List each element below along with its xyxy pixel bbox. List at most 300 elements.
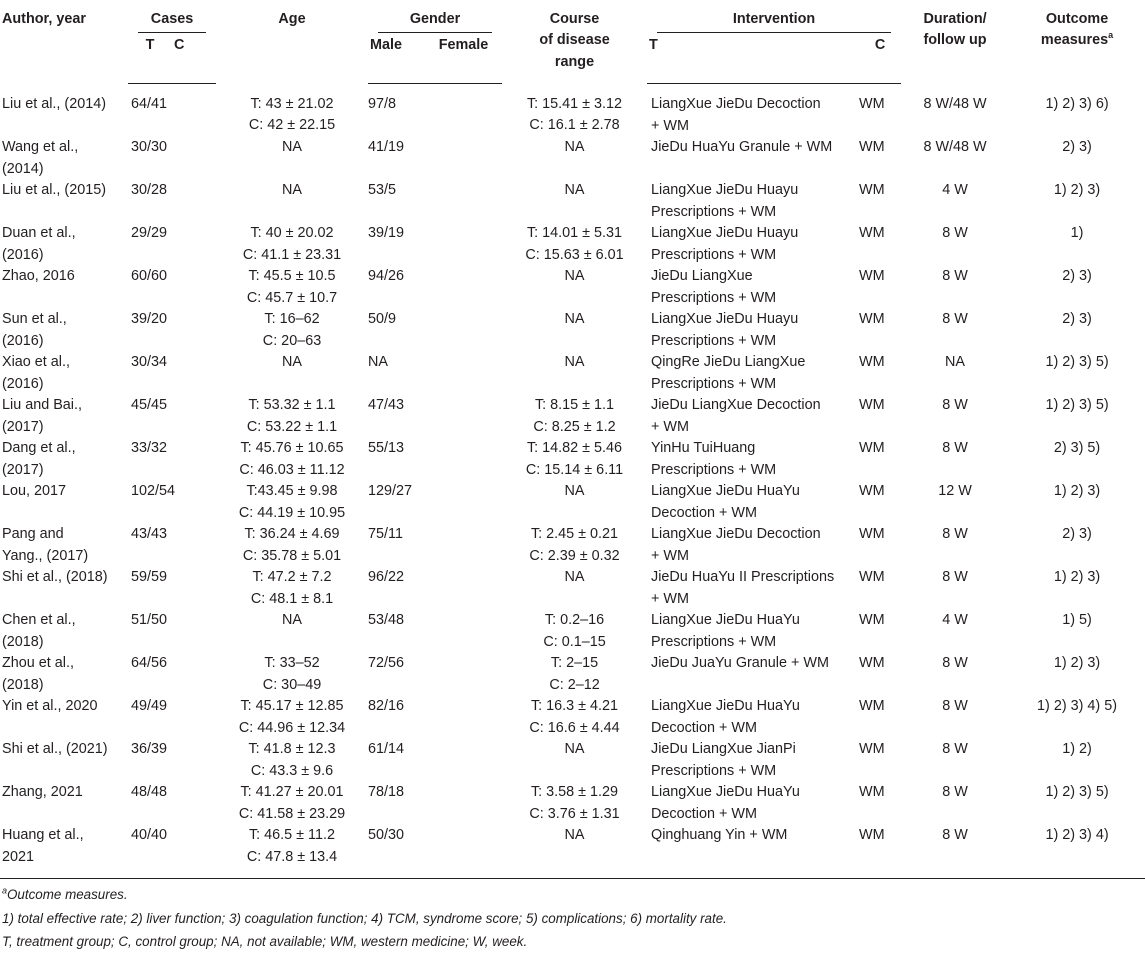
cell-age-line: T: 45.5 ± 10.5: [248, 268, 336, 285]
cell-outcome: 1) 2) 3) 4): [1009, 825, 1145, 879]
cell-course-line: C: 16.6 ± 4.44: [529, 719, 620, 736]
cell-control: WM: [859, 182, 885, 199]
cell-age-line: C: 30–49: [262, 676, 322, 693]
cell-course-line: C: 2.39 ± 0.32: [529, 547, 620, 564]
table-row: [0, 180, 1145, 223]
cell-outcome: 2) 3): [1062, 311, 1092, 328]
cell-outcome: 1) 2) 3) 6): [1045, 95, 1109, 112]
cell-cases: 64/41: [131, 96, 168, 113]
cell-cases: 36/39: [131, 741, 168, 758]
header-intervention: Intervention: [647, 0, 901, 33]
cell-intervention-line: LiangXue JieDu Decoction: [651, 96, 821, 113]
cell-cases: 59/59: [131, 569, 168, 586]
cell-author-line: Shi et al., (2021): [2, 741, 108, 758]
cell-author-line: Shi et al., (2018): [2, 569, 108, 586]
table-row: [0, 84, 1145, 137]
cell-author-line: Huang et al.,: [2, 827, 84, 844]
cell-author-line: Lou, 2017: [2, 483, 67, 500]
cell-cases: 60/60: [131, 268, 168, 285]
header-cases: Cases: [128, 0, 216, 33]
cell-duration: 8 W: [942, 526, 968, 543]
cell-course-line: NA: [564, 182, 585, 199]
cell-age-line: C: 44.19 ± 10.95: [238, 504, 346, 521]
footnote-abbreviations: T, treatment group; C, control group; NA, not available; WM, western medicine; W, week.: [2, 934, 528, 950]
header-intervention-t: T: [647, 33, 859, 84]
cell-gender: 39/19: [368, 225, 405, 242]
cell-intervention: [647, 567, 859, 610]
cell-age-line: T: 45.17 ± 12.85: [240, 698, 344, 715]
cell-duration: 8 W: [942, 784, 968, 801]
cell-intervention-line: Prescriptions + WM: [651, 332, 777, 349]
cell-gender: 96/22: [368, 569, 405, 586]
cell-age-line: C: 46.03 ± 11.12: [239, 461, 345, 478]
cell-age-line: T: 33–52: [264, 655, 320, 672]
cell-outcome: 1) 2): [1062, 741, 1092, 758]
cell-duration: 4 W: [942, 612, 968, 629]
cell-course-line: T: 14.01 ± 5.31: [526, 225, 623, 242]
cell-course-line: C: 0.1–15: [543, 633, 606, 650]
cell-course-line: C: 16.1 ± 2.78: [529, 117, 620, 134]
cell-cases: 33/32: [131, 440, 168, 457]
cell-intervention: [647, 395, 859, 438]
header-age: Age: [278, 11, 306, 27]
cell-duration: 8 W: [942, 698, 968, 715]
cell-control: WM: [859, 825, 901, 879]
table-row: [0, 696, 1145, 739]
cell-author: [0, 395, 128, 438]
cell-author-line: Chen et al.,: [2, 612, 76, 629]
cell-course: [502, 223, 647, 266]
cell-author: [0, 524, 128, 567]
cell-gender: NA: [368, 354, 388, 371]
cell-age: [216, 825, 368, 879]
table-header: [0, 0, 1145, 84]
cell-age-line: T:43.45 ± 9.98: [246, 483, 338, 500]
footnote-outcome-measures: $^a$Outcome measures.: [2, 885, 128, 903]
table-row: [0, 567, 1145, 610]
cell-outcome: 1) 2) 3) 5): [1045, 354, 1109, 371]
cell-gender: 82/16: [368, 698, 405, 715]
cell-intervention-line: + WM: [651, 117, 689, 134]
cell-age: [216, 653, 368, 696]
cell-author-line: Sun et al.,: [2, 311, 67, 328]
cell-course: [502, 352, 647, 395]
cell-cases: 30/34: [131, 354, 168, 371]
cell-intervention-line: LiangXue JieDu Huayu: [651, 225, 799, 242]
cell-author-line: (2016): [2, 332, 44, 349]
cell-author-line: (2016): [2, 375, 44, 392]
cell-age-line: NA: [282, 354, 302, 371]
cell-age-line: T: 46.5 ± 11.2: [248, 827, 336, 844]
cell-author-line: Dang et al.,: [2, 440, 76, 457]
header-outcome: Outcome measures$^a$: [1040, 11, 1114, 49]
cell-author-line: (2017): [2, 418, 44, 435]
cell-course-line: T: 15.41 ± 3.12: [526, 95, 623, 112]
cell-intervention: [647, 696, 859, 739]
cell-duration: 8 W: [942, 440, 968, 457]
cell-author-line: Zhao, 2016: [2, 268, 75, 285]
table-row: [0, 524, 1145, 567]
cell-intervention: [647, 524, 859, 567]
cell-age: [216, 782, 368, 825]
cell-control: WM: [859, 268, 885, 285]
cell-intervention-line: LiangXue JieDu Decoction: [651, 526, 821, 543]
cell-intervention-line: Prescriptions + WM: [651, 246, 777, 263]
cell-gender: 47/43: [368, 397, 405, 414]
cell-control: WM: [859, 311, 885, 328]
cell-author-line: Yin et al., 2020: [2, 698, 98, 715]
cell-age: [216, 696, 368, 739]
cell-course: [502, 739, 647, 782]
cell-intervention: [647, 180, 859, 223]
cell-age-line: T: 16–62: [264, 311, 320, 328]
cell-intervention-line: Prescriptions + WM: [651, 461, 777, 478]
cell-course: [502, 610, 647, 653]
cell-course-line: NA: [564, 139, 585, 156]
cell-duration: 8 W/48 W: [923, 95, 987, 112]
cell-course-line: T: 8.15 ± 1.1: [534, 397, 615, 414]
cell-author: [0, 653, 128, 696]
cell-duration: 12 W: [938, 483, 972, 500]
cell-intervention-line: JieDu JuaYu Granule + WM: [651, 655, 829, 672]
cell-course-line: T: 16.3 ± 4.21: [530, 698, 619, 715]
table-row: [0, 739, 1145, 782]
cell-gender: 41/19: [368, 139, 405, 156]
cell-intervention-line: YinHu TuiHuang: [651, 440, 756, 457]
cell-age-line: C: 42 ± 22.15: [248, 117, 336, 134]
cell-age: [216, 739, 368, 782]
cell-intervention-line: + WM: [651, 418, 689, 435]
cell-duration: 8 W: [942, 311, 968, 328]
cell-outcome: 2) 3): [1062, 139, 1092, 156]
cell-intervention-line: JieDu LiangXue: [651, 268, 753, 285]
cell-age-line: T: 45.76 ± 10.65: [240, 440, 344, 457]
cell-age: [216, 266, 368, 309]
cell-age-line: C: 47.8 ± 13.4: [246, 848, 338, 865]
cell-intervention-line: Prescriptions + WM: [651, 633, 777, 650]
cell-cases: 45/45: [131, 397, 168, 414]
cell-course: [502, 438, 647, 481]
cell-intervention-line: LiangXue JieDu HuaYu: [651, 784, 800, 801]
cell-control: WM: [859, 354, 885, 371]
header-intervention-c: C: [859, 33, 901, 84]
cell-outcome: 1) 2) 3) 5): [1045, 784, 1109, 801]
cell-age-line: T: 41.8 ± 12.3: [248, 741, 336, 758]
table-body: [0, 84, 1145, 879]
table-row: [0, 223, 1145, 266]
cell-intervention-line: Decoction + WM: [651, 504, 757, 521]
cell-gender: 129/27: [368, 483, 413, 500]
cell-author-line: Liu et al., (2015): [2, 182, 106, 199]
cell-duration: 8 W: [901, 825, 1009, 879]
cell-intervention: [647, 137, 859, 180]
header-cases-t: T: [128, 33, 172, 84]
cell-course: [502, 524, 647, 567]
cell-outcome: 2) 3) 5): [1053, 440, 1101, 457]
cell-duration: 8 W: [942, 225, 968, 242]
cell-course: [502, 395, 647, 438]
cell-course-line: C: 15.14 ± 6.11: [525, 461, 624, 478]
cell-author: [0, 352, 128, 395]
cell-author: [0, 481, 128, 524]
cell-author-line: Zhang, 2021: [2, 784, 83, 801]
table-row: [0, 352, 1145, 395]
cell-author-line: Liu et al., (2014): [2, 95, 106, 112]
cell-control: WM: [859, 139, 885, 156]
cell-age-line: T: 40 ± 20.02: [250, 225, 334, 242]
cell-age-line: T: 36.24 ± 4.69: [244, 526, 340, 543]
cell-duration: 8 W: [942, 268, 968, 285]
cell-age: [216, 438, 368, 481]
cell-gender: 61/14: [368, 741, 405, 758]
table-row: [0, 653, 1145, 696]
cell-author: [0, 309, 128, 352]
cell-intervention-line: QingRe JieDu LiangXue: [651, 354, 806, 371]
cell-outcome: 1) 2) 3): [1053, 483, 1101, 500]
cell-intervention: [647, 266, 859, 309]
cell-author: [0, 223, 128, 266]
cell-course: [502, 137, 647, 180]
cell-outcome: 1) 2) 3): [1053, 182, 1101, 199]
cell-course-line: NA: [564, 354, 585, 371]
cell-course-line: T: 2–15: [550, 655, 599, 672]
header-male: Male: [368, 33, 425, 84]
cell-course: [502, 481, 647, 524]
cell-age-line: T: 53.32 ± 1.1: [248, 397, 336, 414]
cell-control: WM: [859, 440, 885, 457]
cell-gender: 53/48: [368, 612, 405, 629]
table-footnotes: [0, 883, 1145, 954]
cell-course-line: C: 15.63 ± 6.01: [525, 246, 624, 263]
cell-age-line: C: 35.78 ± 5.01: [242, 547, 342, 564]
cell-age-line: C: 53.22 ± 1.1: [246, 418, 338, 435]
cell-intervention: [647, 223, 859, 266]
cell-cases: 49/49: [131, 698, 168, 715]
cell-course-line: T: 2.45 ± 0.21: [530, 526, 619, 543]
cell-age-line: T: 41.27 ± 20.01: [240, 784, 344, 801]
cell-author-line: (2014): [2, 160, 44, 177]
cell-course-line: NA: [564, 483, 585, 500]
cell-intervention: [647, 438, 859, 481]
cell-outcome: 1) 2) 3): [1053, 569, 1101, 586]
cell-control: WM: [859, 225, 885, 242]
cell-age-line: C: 48.1 ± 8.1: [250, 590, 334, 607]
cell-intervention: [647, 309, 859, 352]
cell-age: [216, 223, 368, 266]
cell-age: [216, 84, 368, 137]
cell-author: [0, 438, 128, 481]
cell-duration: 4 W: [942, 182, 968, 199]
cell-course: [502, 653, 647, 696]
cell-author-line: (2018): [2, 676, 44, 693]
cell-intervention-line: Decoction + WM: [651, 719, 757, 736]
cell-author: [0, 696, 128, 739]
cell-course-line: C: 8.25 ± 1.2: [533, 418, 616, 435]
table-row: [0, 266, 1145, 309]
cell-intervention-line: + WM: [651, 590, 689, 607]
cell-age: [216, 352, 368, 395]
cell-intervention-line: LiangXue JieDu Huayu: [651, 311, 799, 328]
cell-age-line: NA: [282, 182, 302, 199]
cell-author-line: Duan et al.,: [2, 225, 76, 242]
table-row: [0, 782, 1145, 825]
cell-age-line: NA: [282, 612, 302, 629]
cell-age-line: C: 41.1 ± 23.31: [242, 246, 342, 263]
cell-intervention-line: + WM: [651, 547, 689, 564]
cell-author: [0, 825, 128, 879]
cell-duration: 8 W: [942, 397, 968, 414]
cell-gender: 72/56: [368, 655, 405, 672]
cell-cases: 43/43: [131, 526, 168, 543]
cell-cases: 39/20: [131, 311, 168, 328]
cell-duration: 8 W/48 W: [923, 139, 987, 156]
cell-author: [0, 266, 128, 309]
cell-gender: 97/8: [368, 96, 397, 113]
cell-intervention: [647, 782, 859, 825]
cell-age-line: T: 47.2 ± 7.2: [252, 569, 332, 586]
cell-age: [216, 137, 368, 180]
cell-intervention-line: Decoction + WM: [651, 805, 757, 822]
cell-control: WM: [859, 96, 885, 113]
cell-intervention: [647, 84, 859, 137]
cell-outcome: 2) 3): [1062, 268, 1092, 285]
table-row: [0, 137, 1145, 180]
cell-author-line: (2016): [2, 246, 44, 263]
cell-course-line: NA: [564, 569, 585, 586]
cell-gender: 94/26: [368, 268, 405, 285]
cell-course-line: NA: [564, 741, 585, 758]
cell-intervention-line: Prescriptions + WM: [651, 375, 777, 392]
cell-author-line: Yang., (2017): [2, 547, 89, 564]
cell-intervention-line: JieDu LiangXue Decoction: [651, 397, 821, 414]
cell-cases: 40/40: [128, 825, 216, 879]
cell-control: WM: [859, 483, 885, 500]
cell-author: [0, 137, 128, 180]
cell-age: [216, 567, 368, 610]
cell-cases: 64/56: [131, 655, 168, 672]
cell-intervention-line: JieDu HuaYu Granule + WM: [651, 139, 833, 156]
cell-author: [0, 782, 128, 825]
cell-outcome: 2) 3): [1062, 526, 1092, 543]
cell-gender: 55/13: [368, 440, 405, 457]
cell-author: [0, 180, 128, 223]
cell-age-line: NA: [282, 139, 302, 156]
cell-age: [216, 180, 368, 223]
cell-cases: 48/48: [131, 784, 168, 801]
cell-cases: 29/29: [131, 225, 168, 242]
cell-author-line: 2021: [2, 848, 35, 865]
cell-intervention-line: JieDu LiangXue JianPi: [651, 741, 796, 758]
cell-age: [216, 610, 368, 653]
cell-gender: 50/30: [368, 825, 502, 879]
cell-duration: 8 W: [942, 569, 968, 586]
cell-control: WM: [859, 698, 885, 715]
cell-course-line: T: 14.82 ± 5.46: [526, 440, 623, 457]
footnote-outcome-definitions: 1) total effective rate; 2) liver function; 3) coagulation function; 4) TCM, syndrome score; 5) complications; 6) mortality rate.: [2, 910, 727, 926]
cell-author-line: (2017): [2, 461, 44, 478]
cell-author: [0, 739, 128, 782]
cell-cases: 51/50: [131, 612, 168, 629]
cell-course: [502, 266, 647, 309]
cell-age: [216, 481, 368, 524]
cell-course: [502, 567, 647, 610]
cell-course: [502, 825, 647, 879]
cell-gender: 78/18: [368, 784, 405, 801]
cell-course-line: NA: [564, 311, 585, 328]
header-cases-c: C: [172, 33, 216, 84]
header-author: Author, year: [2, 11, 86, 27]
cell-author: [0, 567, 128, 610]
cell-intervention: [647, 481, 859, 524]
cell-age-line: C: 41.58 ± 23.29: [238, 805, 346, 822]
cell-intervention-line: Prescriptions + WM: [651, 203, 777, 220]
table-row: [0, 309, 1145, 352]
cell-intervention: [647, 352, 859, 395]
cell-age-line: T: 43 ± 21.02: [250, 95, 334, 112]
cell-control: WM: [859, 655, 885, 672]
cell-gender: 75/11: [368, 526, 403, 543]
cell-intervention-line: LiangXue JieDu HuaYu: [651, 612, 800, 629]
cell-author-line: Pang and: [2, 526, 64, 543]
cell-author-line: Liu and Bai.,: [2, 397, 83, 414]
cell-course: [502, 180, 647, 223]
cell-age: [216, 524, 368, 567]
cell-cases: 30/28: [131, 182, 168, 199]
cell-duration: NA: [945, 354, 966, 371]
cell-course-line: T: 0.2–16: [544, 612, 605, 629]
cell-course: [502, 309, 647, 352]
cell-course-line: C: 3.76 ± 1.31: [529, 805, 620, 822]
cell-author-line: (2018): [2, 633, 44, 650]
cell-course-line: T: 3.58 ± 1.29: [530, 784, 619, 801]
table-row: [0, 825, 1145, 879]
cell-intervention-line: LiangXue JieDu Huayu: [651, 182, 799, 199]
cell-author-line: Xiao et al.,: [2, 354, 70, 371]
header-duration: Duration/ follow up: [923, 11, 987, 49]
cell-cases: 102/54: [131, 483, 176, 500]
cell-control: WM: [859, 612, 885, 629]
cell-intervention-line: Prescriptions + WM: [651, 289, 777, 306]
cell-intervention-line: LiangXue JieDu HuaYu: [651, 483, 800, 500]
cell-intervention: [647, 739, 859, 782]
cell-control: WM: [859, 397, 885, 414]
cell-course: [502, 782, 647, 825]
cell-outcome: 1) 2) 3): [1053, 655, 1101, 672]
cell-gender: 53/5: [368, 182, 397, 199]
cell-control: WM: [859, 526, 885, 543]
cell-course-line: NA: [564, 827, 585, 844]
header-gender: Gender: [368, 0, 502, 33]
cell-age-line: C: 44.96 ± 12.34: [238, 719, 346, 736]
cell-intervention: [647, 825, 859, 879]
cell-intervention-line: JieDu HuaYu II Prescriptions: [651, 569, 835, 586]
cell-age: [216, 309, 368, 352]
cell-cases: 30/30: [131, 139, 168, 156]
cell-control: WM: [859, 569, 885, 586]
cell-age-line: C: 43.3 ± 9.6: [250, 762, 334, 779]
cell-duration: 8 W: [942, 741, 968, 758]
cell-control: WM: [859, 741, 885, 758]
cell-outcome: 1) 2) 3) 4) 5): [1037, 698, 1118, 715]
cell-intervention-line: Prescriptions + WM: [651, 762, 777, 779]
table-row: [0, 438, 1145, 481]
header-female: Female: [425, 33, 502, 84]
cell-author-line: Zhou et al.,: [2, 655, 74, 672]
cell-control: WM: [859, 784, 885, 801]
cell-age-line: C: 20–63: [262, 332, 322, 349]
cell-author: [0, 84, 128, 137]
cell-course-line: NA: [564, 268, 585, 285]
